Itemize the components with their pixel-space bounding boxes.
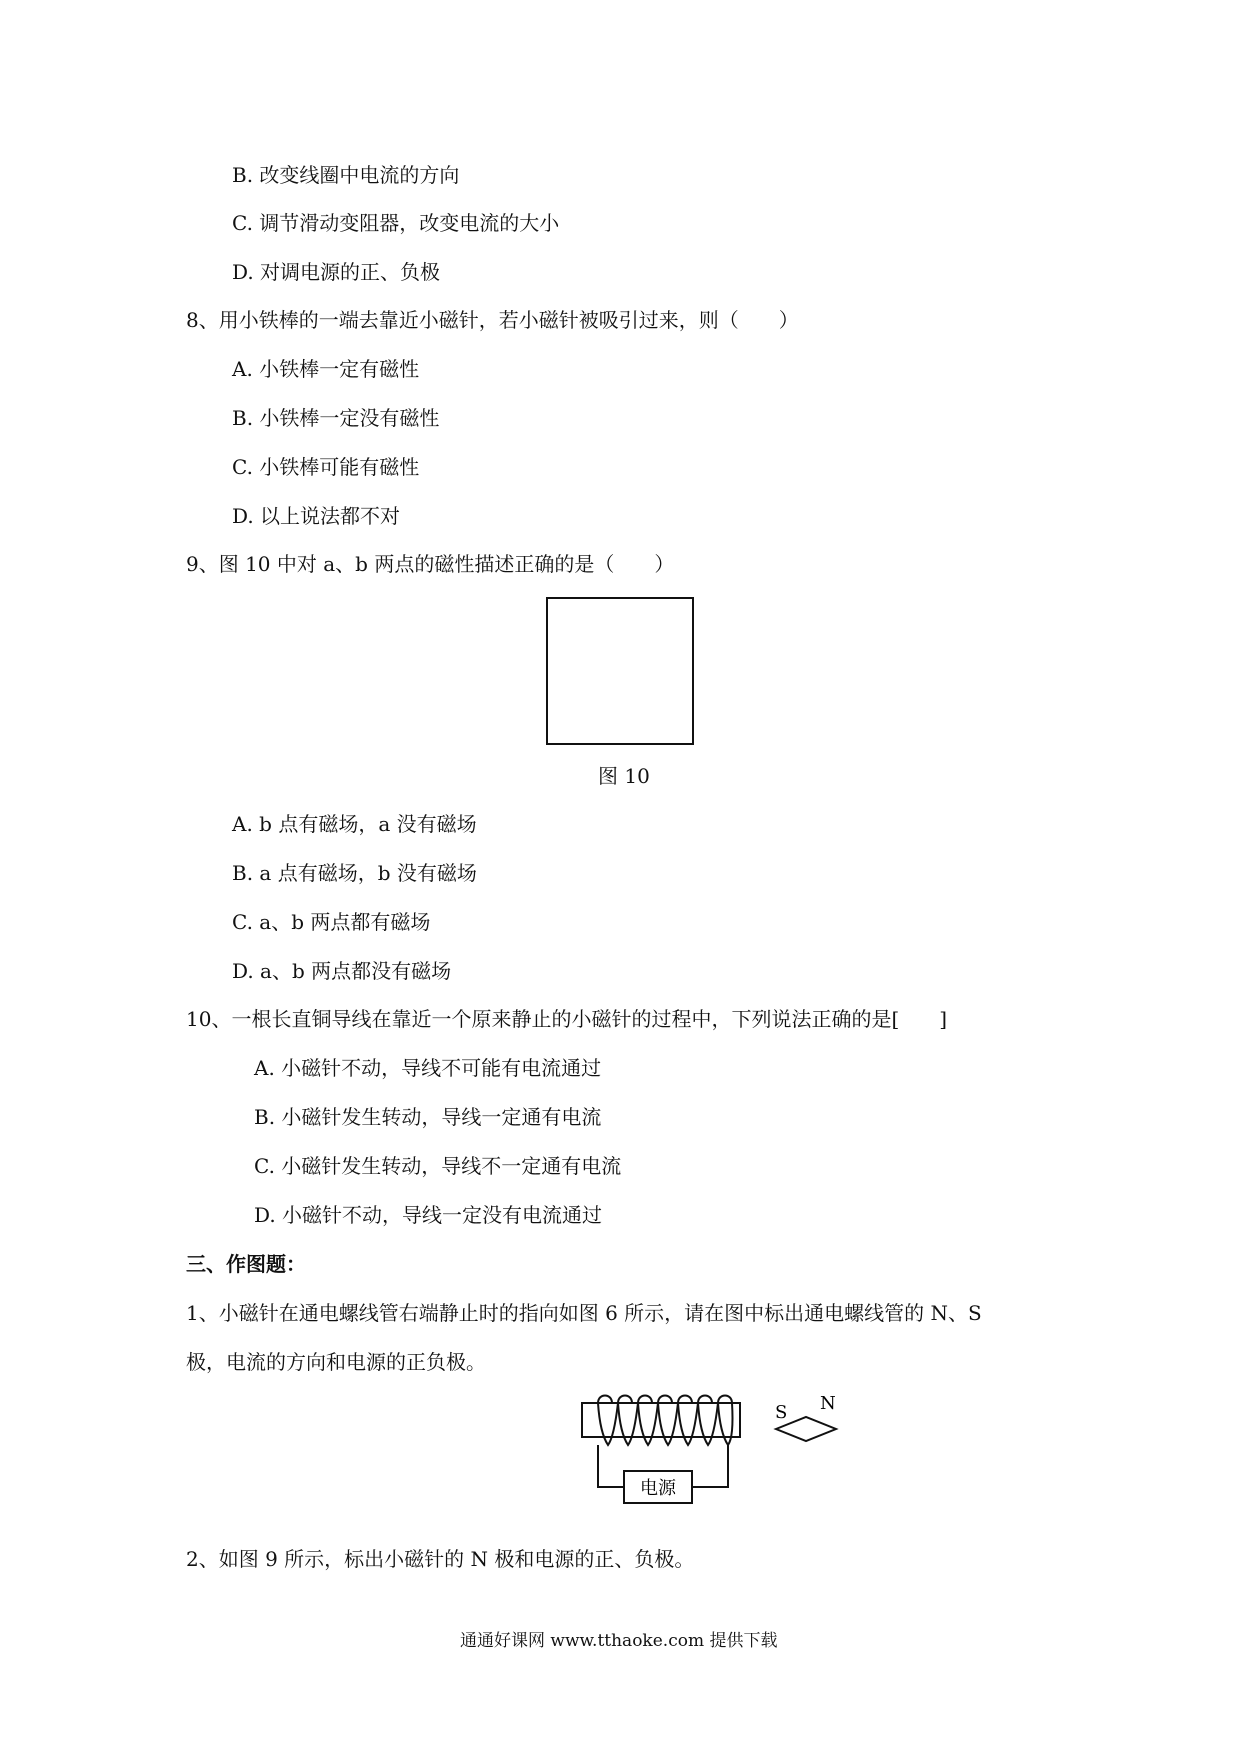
- q8-option-c: C. 小铁棒可能有磁性: [232, 455, 420, 479]
- solenoid-figure: [570, 1385, 850, 1515]
- wire-right: [692, 1445, 728, 1487]
- wire-left: [598, 1445, 624, 1487]
- figure-10-caption: 图 10: [598, 764, 650, 788]
- q9-option-c: C. a、b 两点都有磁场: [232, 910, 431, 934]
- footer-text: 通通好课网 www.tthaoke.com 提供下载: [460, 1631, 778, 1651]
- s3-q1-line2: 极，电流的方向和电源的正负极。: [186, 1350, 486, 1374]
- q10-option-d: D. 小磁针不动，导线一定没有电流通过: [254, 1203, 603, 1227]
- figure-10-box: [546, 597, 694, 745]
- q7-option-d: D. 对调电源的正、负极: [232, 260, 441, 284]
- q7-option-b: B. 改变线圈中电流的方向: [232, 163, 460, 187]
- q10-option-b: B. 小磁针发生转动，导线一定通有电流: [254, 1105, 602, 1129]
- q9-option-d: D. a、b 两点都没有磁场: [232, 959, 452, 983]
- q8-stem: 8、用小铁棒的一端去靠近小磁针，若小磁针被吸引过来，则（ ）: [186, 308, 799, 332]
- q10-option-a: A. 小磁针不动，导线不可能有电流通过: [254, 1056, 602, 1080]
- q7-option-c: C. 调节滑动变阻器，改变电流的大小: [232, 211, 560, 235]
- q10-option-c: C. 小磁针发生转动，导线不一定通有电流: [254, 1154, 622, 1178]
- q9-option-b: B. a 点有磁场，b 没有磁场: [232, 861, 477, 885]
- pole-s-label: S: [775, 1402, 788, 1423]
- power-source-label: 电源: [640, 1478, 676, 1499]
- q8-option-a: A. 小铁棒一定有磁性: [232, 357, 420, 381]
- section-3-heading: 三、作图题：: [186, 1252, 306, 1276]
- q9-option-a: A. b 点有磁场，a 没有磁场: [232, 812, 477, 836]
- s3-q2: 2、如图 9 所示，标出小磁针的 N 极和电源的正、负极。: [186, 1547, 695, 1571]
- q9-stem: 9、图 10 中对 a、b 两点的磁性描述正确的是（ ）: [186, 552, 675, 576]
- pole-n-label: N: [820, 1393, 836, 1414]
- solenoid-coil: [598, 1403, 733, 1445]
- q8-option-b: B. 小铁棒一定没有磁性: [232, 406, 440, 430]
- q10-stem: 10、一根长直铜导线在靠近一个原来静止的小磁针的过程中，下列说法正确的是[ ]: [186, 1007, 948, 1031]
- q8-option-d: D. 以上说法都不对: [232, 504, 401, 528]
- s3-q1-line1: 1、小磁针在通电螺线管右端静止时的指向如图 6 所示，请在图中标出通电螺线管的 N、S: [186, 1301, 982, 1325]
